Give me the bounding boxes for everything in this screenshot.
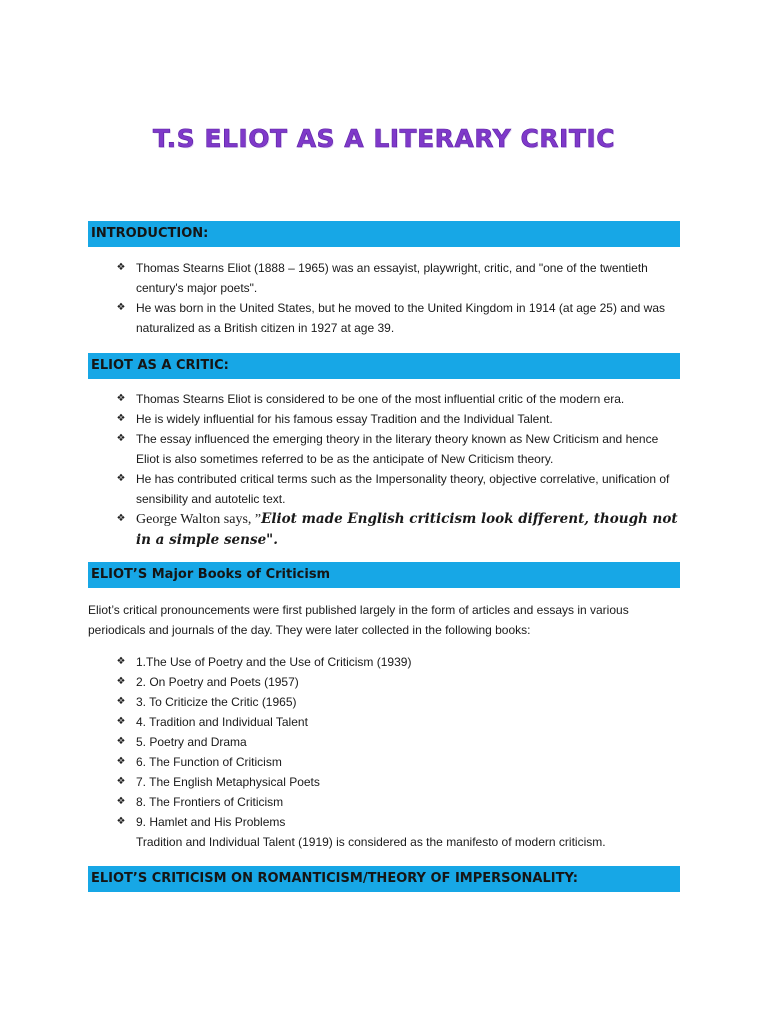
books-list xyxy=(114,652,680,832)
list-item: ❖ 2. On Poetry and Poets (1957) xyxy=(114,672,680,692)
list-item: ❖ Thomas Stearns Eliot is considered to be one of the most influential critic of the modern era. xyxy=(114,389,680,409)
list-item: ❖ 7. The English Metaphysical Poets xyxy=(114,772,680,792)
introduction-list xyxy=(114,258,680,338)
quote-item xyxy=(114,509,680,551)
list-item: ❖ 5. Poetry and Drama xyxy=(114,732,680,752)
list-item: ❖ He is widely influential for his famous essay Tradition and the Individual Talent. xyxy=(114,409,680,429)
diamond-bullet-icon: ❖ xyxy=(116,413,126,424)
list-item: ❖ 6. The Function of Criticism xyxy=(114,752,680,772)
list-item: ❖ 4. Tradition and Individual Talent xyxy=(114,712,680,732)
diamond-bullet-icon: ❖ xyxy=(116,393,126,404)
list-item: ❖ The essay influenced the emerging theory in the literary theory known as New Criticism and hence Eliot is also sometimes referred to be as the anticipate of New Criticism theory. xyxy=(114,429,680,469)
diamond-bullet-icon: ❖ xyxy=(116,756,126,767)
manifesto-note: Tradition and Individual Talent (1919) is considered as the manifesto of modern criticism. xyxy=(136,835,606,849)
diamond-bullet-icon: ❖ xyxy=(116,676,126,687)
quote-attribution: George Walton says, ” xyxy=(136,512,262,527)
document-title: T.S ELIOT AS A LITERARY CRITIC xyxy=(152,124,616,153)
diamond-bullet-icon: ❖ xyxy=(116,656,126,667)
diamond-bullet-icon: ❖ xyxy=(116,262,126,273)
list-item: ❖ He was born in the United States, but he moved to the United Kingdom in 1914 (at age 25) and was naturalized as a British citizen in 1927 at age 39. xyxy=(114,298,680,338)
diamond-bullet-icon: ❖ xyxy=(116,796,126,807)
diamond-bullet-icon: ❖ xyxy=(116,433,126,444)
diamond-bullet-icon: ❖ xyxy=(116,716,126,727)
list-item: ❖ Thomas Stearns Eliot (1888 – 1965) was an essayist, playwright, critic, and "one of the twentieth century's major poets". xyxy=(114,258,680,298)
section-heading-introduction: INTRODUCTION: xyxy=(88,221,680,247)
diamond-bullet-icon: ❖ xyxy=(116,696,126,707)
list-item: ❖ 9. Hamlet and His Problems xyxy=(114,812,680,832)
diamond-bullet-icon: ❖ xyxy=(116,513,126,524)
diamond-bullet-icon: ❖ xyxy=(116,302,126,313)
list-item: ❖ He has contributed critical terms such as the Impersonality theory, objective correlative, unification of sensibility and autotelic text. xyxy=(114,469,680,509)
diamond-bullet-icon: ❖ xyxy=(116,776,126,787)
section-heading-books: ELIOT’S Major Books of Criticism xyxy=(88,562,680,588)
section-heading-critic: ELIOT AS A CRITIC: xyxy=(88,353,680,379)
diamond-bullet-icon: ❖ xyxy=(116,736,126,747)
books-intro-paragraph: Eliot’s critical pronouncements were first published largely in the form of articles and essays in various periodicals and journals of the day. They were later collected in the following books: xyxy=(88,603,629,637)
diamond-bullet-icon: ❖ xyxy=(116,473,126,484)
list-item: ❖ 1.The Use of Poetry and the Use of Criticism (1939) xyxy=(114,652,680,672)
list-item: ❖ 3. To Criticize the Critic (1965) xyxy=(114,692,680,712)
list-item: ❖ 8. The Frontiers of Criticism xyxy=(114,792,680,812)
section-heading-romanticism: ELIOT’S CRITICISM ON ROMANTICISM/THEORY OF IMPERSONALITY: xyxy=(88,866,680,892)
diamond-bullet-icon: ❖ xyxy=(116,816,126,827)
critic-list xyxy=(114,389,680,551)
quote-text: Eliot made English criticism look different, though not in a simple sense". xyxy=(136,511,678,548)
